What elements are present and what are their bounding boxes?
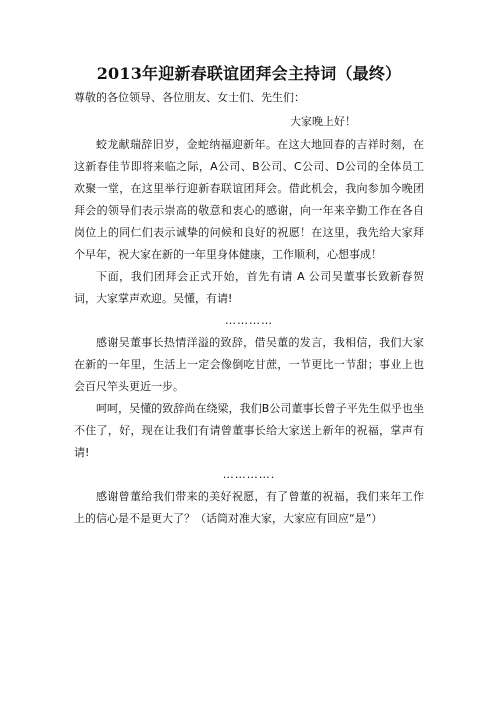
paragraph-invite-wu: 下面，我们团拜会正式开始，首先有请 A 公司吴董事长致新春贺词，大家掌声欢迎。吴懂，有请! (74, 270, 424, 305)
paragraph-thanks-zeng: 感谢曾董给我们带来的美好祝愿，有了曾董的祝福，我们来年工作上的信心是不是更大了？（话筒对准大家，大家应有回应“是”） (74, 490, 424, 525)
paragraph-invite-zeng: 呵呵，吴懂的致辞尚在绕梁，我们B公司董事长曾子平先生似乎也坐不住了，好，现在让我们有请曾董事长给大家送上新年的祝福，掌声有请! (74, 402, 424, 459)
section-separator: …………. (222, 468, 276, 481)
greeting-line: 尊敬的各位领导、各位朋友、女士们、先生们： (74, 91, 305, 104)
document-title: 2013年迎新春联谊团拜会主持词（最终） (96, 64, 402, 83)
evening-greeting: 大家晚上好！ (290, 115, 356, 128)
section-separator: ………… (225, 314, 273, 327)
paragraph-opening: 蛟龙献瑞辞旧岁，金蛇纳福迎新年。在这大地回春的吉祥时刻，在这新春佳节即将来临之际，A公司、B公司、C公司、D公司的全体员工欢聚一堂，在这里举行迎新春联谊团拜会。借此机会，我向参加今晚团拜会的领导们表示崇高的敬意和衷心的感谢，向一年来辛勤工作在各自岗位上的同仁们表示诚挚的问候和良好的祝愿！在这里，我先给大家拜个早年，祝大家在新的一年里身体健康，工作顺利，心想事成！ (74, 138, 424, 261)
document-page (74, 62, 424, 530)
paragraph-thanks-wu: 感谢吴董事长热情洋溢的致辞，借吴董的发言，我相信，我们大家在新的一年里，生活上一定会像倒吃甘蔗，一节更比一节甜；事业上也会百尺竿头更近一步。 (74, 336, 424, 393)
